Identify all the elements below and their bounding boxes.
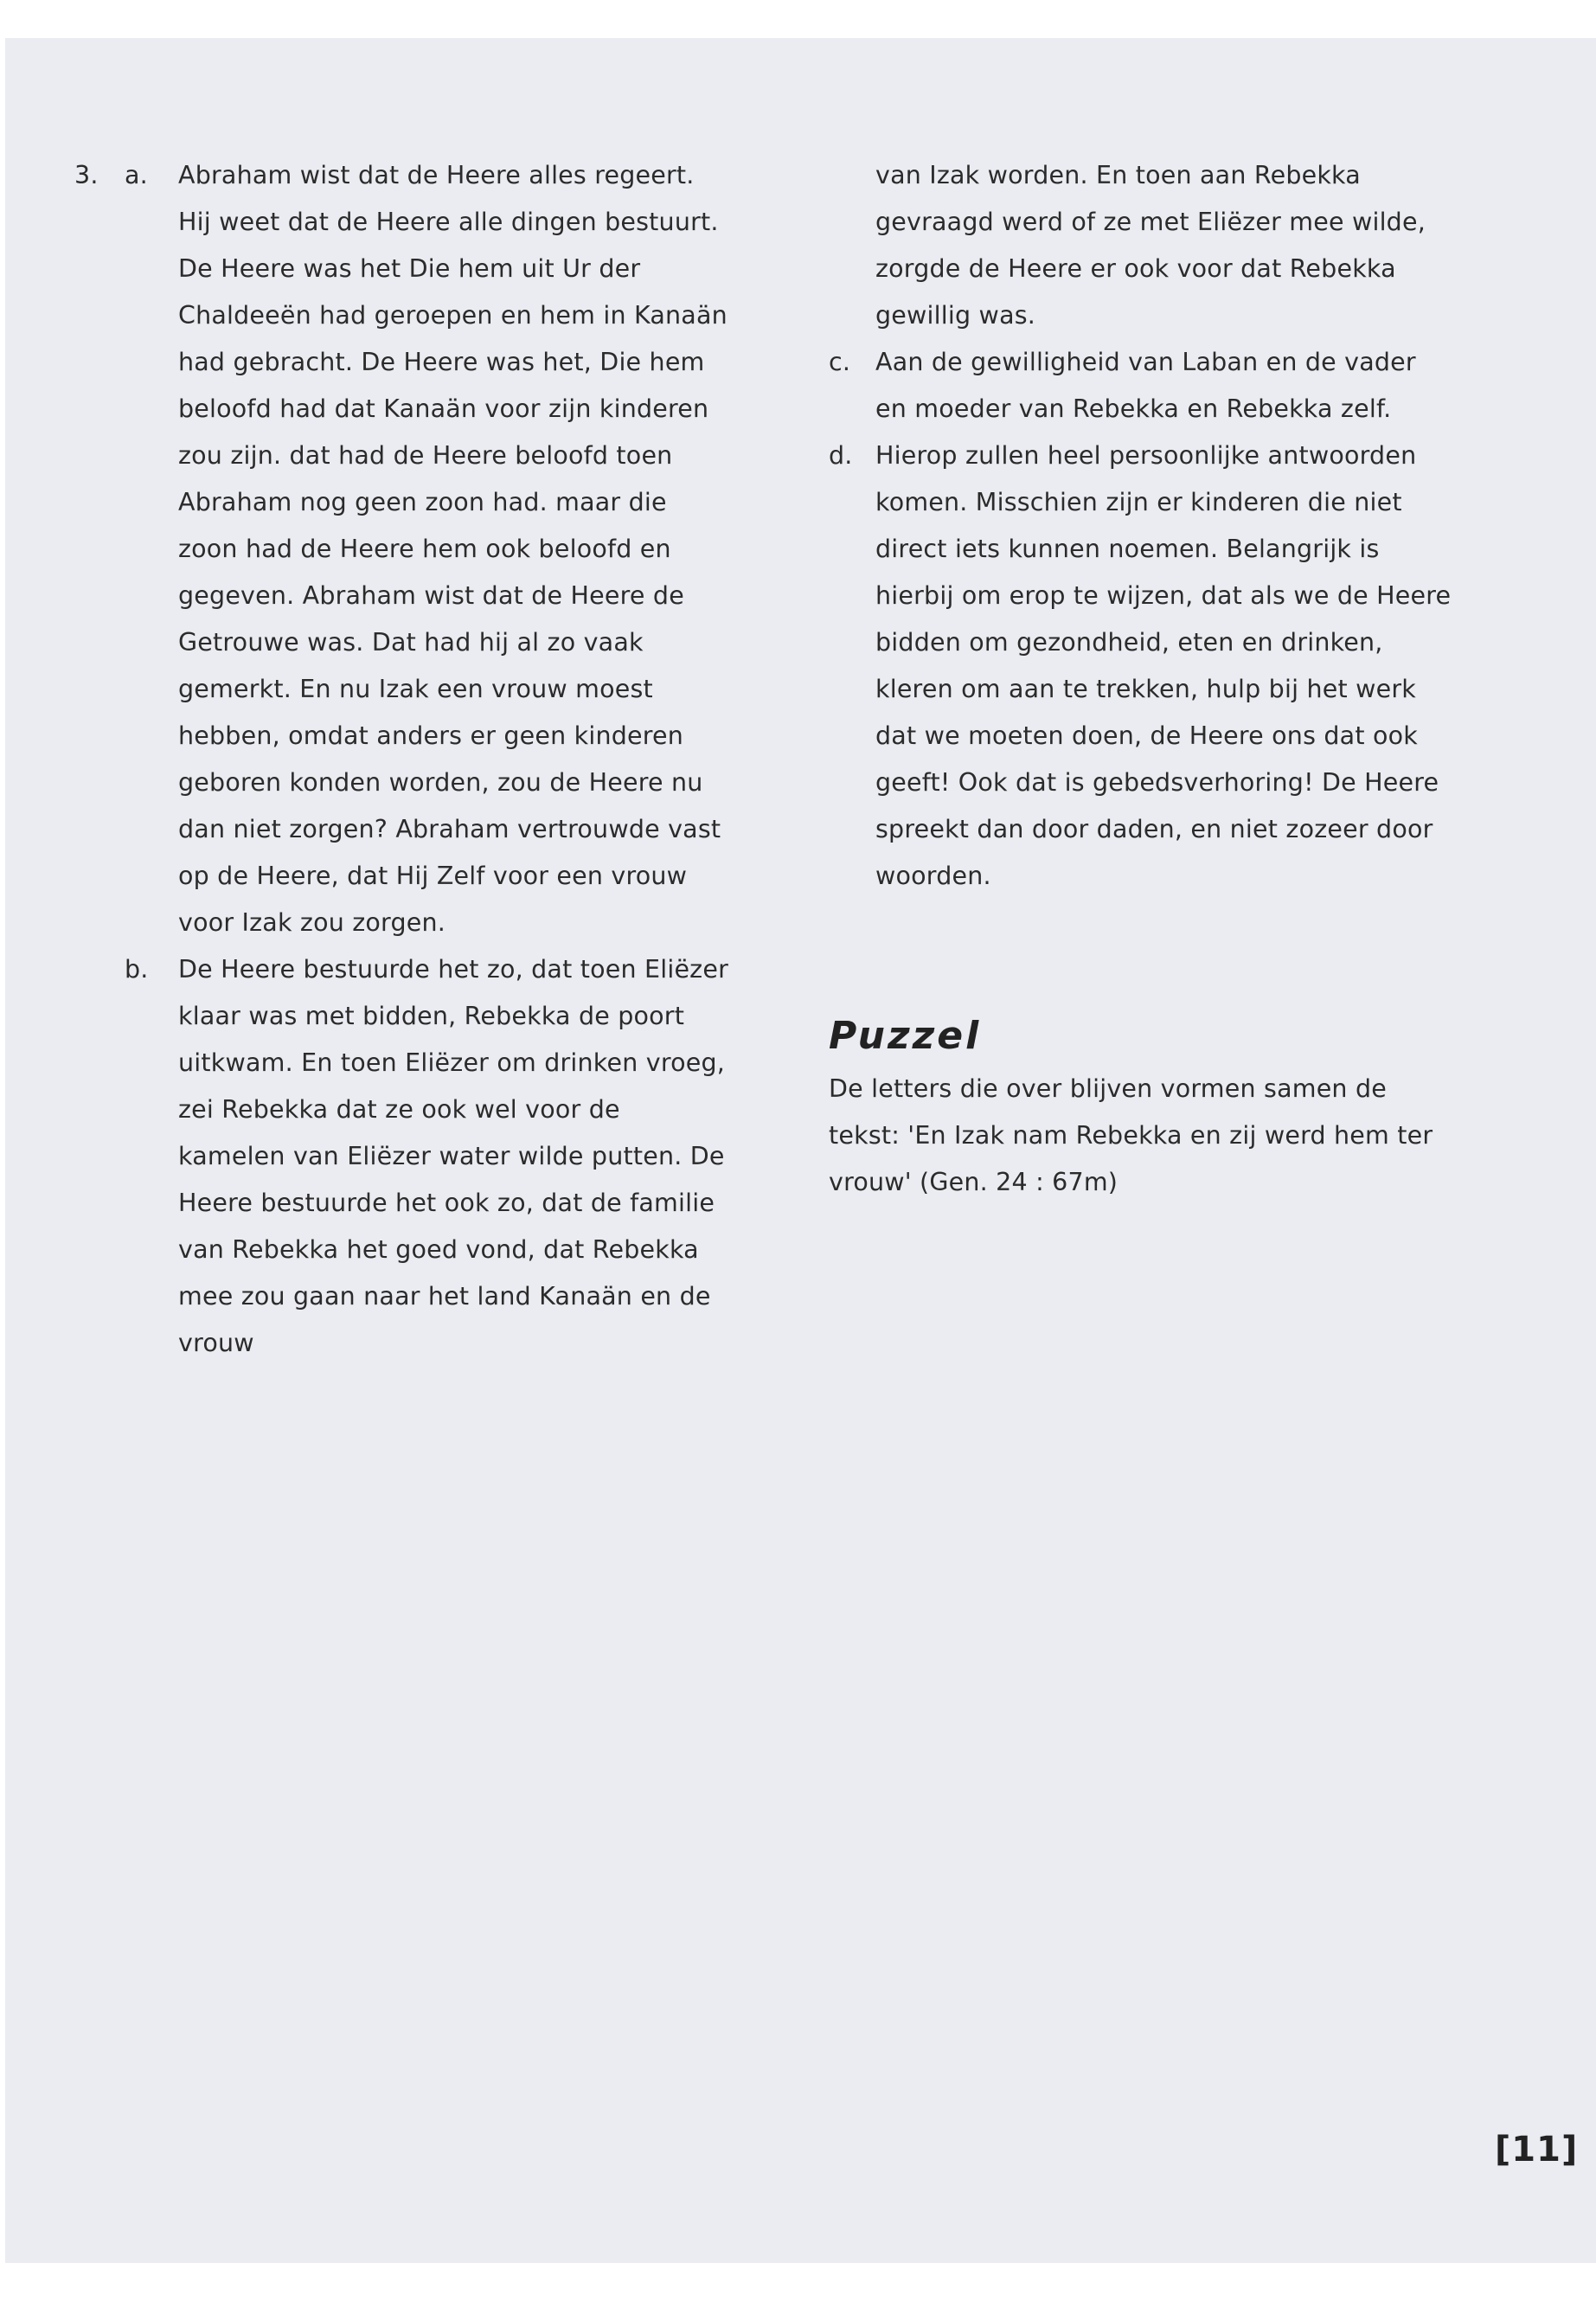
puzzle-text: De letters die over blijven vormen samen de tekst: 'En Izak nam Rebekka en zij werd hem ter vrouw' (Gen. 24 : 67m) xyxy=(829,1074,1433,1196)
answer-3 xyxy=(74,152,732,946)
answer-3a xyxy=(125,152,732,946)
item-c-marker: c. xyxy=(829,348,851,376)
left-column xyxy=(74,152,732,1367)
answer-3b-inner xyxy=(125,946,732,1367)
item-a-text: Abraham wist dat de Heere alles regeert. Hij weet dat de Heere alle dingen bestuurt. De Heere was het Die hem uit Ur der Chaldeeën had geroepen en hem in Kanaän had gebracht. De Heere was het, Die hem beloofd had dat Kanaän voor zijn kinderen zou zijn. dat had de Heere beloofd toen Abraham nog geen zoon had. maar die zoon had de Heere hem ook beloofd en gegeven. Abraham wist dat de Heere de Getrouwe was. Dat had hij al zo vaak gemerkt. En nu Izak een vrouw moest hebben, omdat anders er geen kinderen geboren konden worden, zou de Heere nu dan niet zorgen? Abraham vertrouwde vast op de Heere, dat Hij Zelf voor een vrouw voor Izak zou zorgen. xyxy=(178,161,727,937)
answer-3c xyxy=(829,339,1452,433)
item-b-continued: van Izak worden. En toen aan Rebekka gevraagd werd of ze met Eliëzer mee wilde, zorgde de Heere er ook voor dat Rebekka gewillig was. xyxy=(875,161,1426,330)
item-number: 3. xyxy=(74,161,99,189)
answer-3b xyxy=(74,946,732,1367)
right-column xyxy=(829,152,1452,1206)
item-a-marker: a. xyxy=(125,161,148,189)
page-number: [11] xyxy=(1495,2130,1579,2170)
puzzle-heading: Puzzel xyxy=(829,1014,982,1058)
item-c-text: Aan de gewilligheid van Laban en de vader en moeder van Rebekka en Rebekka zelf. xyxy=(875,348,1416,423)
answer-3d xyxy=(829,433,1452,900)
item-d-text: Hierop zullen heel persoonlijke antwoorden komen. Misschien zijn er kinderen die niet direct iets kunnen noemen. Belangrijk is hierbij om erop te wijzen, dat als we de Heere bidden om gezondheid, eten en drinken, kleren om aan te trekken, hulp bij het werk dat we moeten doen, de Heere ons dat ook geeft! Ook dat is gebedsverhoring! De Heere spreekt dan door daden, en niet zozeer door woorden. xyxy=(875,441,1452,890)
item-b-text: De Heere bestuurde het zo, dat toen Eliëzer klaar was met bidden, Rebekka de poort uitkwam. En toen Eliëzer om drinken vroeg, zei Rebekka dat ze ook wel voor de kamelen van Eliëzer water wilde putten. De Heere bestuurde het ook zo, dat de familie van Rebekka het goed vond, dat Rebekka mee zou gaan naar het land Kanaän en de vrouw xyxy=(178,955,728,1357)
item-b-marker: b. xyxy=(125,955,149,984)
item-d-marker: d. xyxy=(829,441,853,470)
